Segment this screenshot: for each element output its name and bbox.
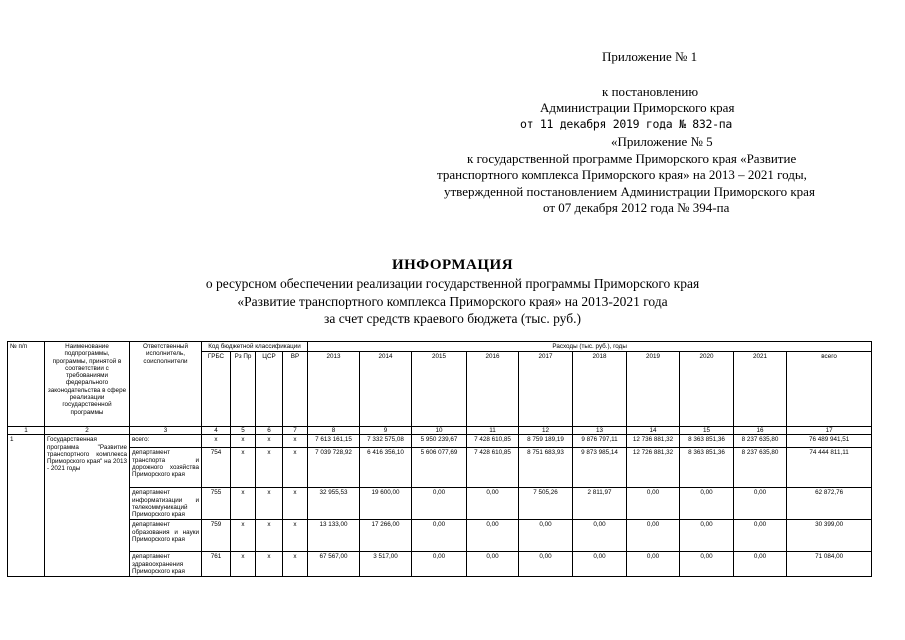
value-cell: 7 505,26 <box>519 488 573 520</box>
value-cell: 5 606 077,69 <box>412 448 467 488</box>
col-index: 11 <box>467 427 519 435</box>
col-head-vr: ВР <box>283 352 308 427</box>
value-cell: 0,00 <box>467 488 519 520</box>
grbs-cell: x <box>202 435 231 448</box>
col-index: 8 <box>308 427 360 435</box>
value-cell: 2 811,97 <box>573 488 627 520</box>
col-index: 5 <box>231 427 256 435</box>
col-head-num: № п/п <box>8 342 45 427</box>
value-cell: 0,00 <box>412 488 467 520</box>
col-index: 9 <box>360 427 412 435</box>
resolution-date-line: от 11 декабря 2019 года № 832-па <box>520 117 732 131</box>
grbs-cell: 755 <box>202 488 231 520</box>
column-index-row <box>8 427 872 435</box>
vr-cell: x <box>283 435 308 448</box>
rzpr-cell: x <box>231 520 256 552</box>
total-cell: 30 399,00 <box>787 520 872 552</box>
value-cell: 0,00 <box>412 552 467 577</box>
table-header-row-1 <box>8 342 872 352</box>
value-cell: 67 567,00 <box>308 552 360 577</box>
value-cell: 7 428 610,85 <box>467 435 519 448</box>
col-index: 7 <box>283 427 308 435</box>
value-cell: 12 736 881,32 <box>627 435 680 448</box>
col-head-year: 2013 <box>308 352 360 427</box>
table-row <box>8 448 872 488</box>
csr-cell: x <box>256 488 283 520</box>
value-cell: 9 873 985,14 <box>573 448 627 488</box>
responsible-cell: департамент образования и науки Приморского края <box>130 520 202 552</box>
value-cell: 0,00 <box>573 552 627 577</box>
grbs-cell: 759 <box>202 520 231 552</box>
responsible-cell: департамент транспорта и дорожного хозяйства Приморского края <box>130 448 202 488</box>
col-index: 17 <box>787 427 872 435</box>
col-head-year: 2014 <box>360 352 412 427</box>
total-cell: 62 872,76 <box>787 488 872 520</box>
value-cell: 8 237 635,80 <box>734 448 787 488</box>
header-line-a: к государственной программе Приморского края «Развитие <box>467 151 797 166</box>
col-head-year: 2019 <box>627 352 680 427</box>
appendix-1-label: Приложение № 1 <box>602 49 698 64</box>
header-line-d: от 07 декабря 2012 года № 394-па <box>543 200 730 215</box>
col-head-rzpr: Рз Пр <box>231 352 256 427</box>
value-cell: 8 237 635,80 <box>734 435 787 448</box>
value-cell: 3 517,00 <box>360 552 412 577</box>
header-line-c: утвержденной постановлением Администрации Приморского края <box>444 184 815 199</box>
value-cell: 7 613 161,15 <box>308 435 360 448</box>
value-cell: 8 363 851,36 <box>680 435 734 448</box>
document-title: ИНФОРМАЦИЯ <box>391 257 514 273</box>
col-index: 3 <box>130 427 202 435</box>
csr-cell: x <box>256 552 283 577</box>
value-cell: 0,00 <box>519 520 573 552</box>
col-head-resp: Ответственный исполнитель, соисполнители <box>130 342 202 427</box>
total-cell: 74 444 811,11 <box>787 448 872 488</box>
value-cell: 0,00 <box>412 520 467 552</box>
rzpr-cell: x <box>231 552 256 577</box>
value-cell: 8 759 189,19 <box>519 435 573 448</box>
value-cell: 7 332 575,08 <box>360 435 412 448</box>
responsible-cell: департамент здравоохранения Приморского края <box>130 552 202 577</box>
total-cell: 76 489 941,51 <box>787 435 872 448</box>
col-head-year: 2018 <box>573 352 627 427</box>
value-cell: 0,00 <box>734 488 787 520</box>
value-cell: 0,00 <box>680 520 734 552</box>
col-index: 16 <box>734 427 787 435</box>
appendix-5-label: «Приложение № 5 <box>611 134 713 149</box>
rzpr-cell: x <box>231 448 256 488</box>
col-index: 1 <box>8 427 45 435</box>
header-line-b: транспортного комплекса Приморского края» на 2013 – 2021 годы, <box>437 167 807 182</box>
col-head-year: 2015 <box>412 352 467 427</box>
col-head-year: 2021 <box>734 352 787 427</box>
program-number: 1 <box>8 435 45 577</box>
value-cell: 0,00 <box>573 520 627 552</box>
value-cell: 0,00 <box>519 552 573 577</box>
value-cell: 13 133,00 <box>308 520 360 552</box>
value-cell: 0,00 <box>734 552 787 577</box>
col-head-total: всего <box>787 352 872 427</box>
table-row <box>8 435 872 448</box>
col-head-year: 2016 <box>467 352 519 427</box>
col-index: 12 <box>519 427 573 435</box>
value-cell: 6 416 356,10 <box>360 448 412 488</box>
to-resolution-label: к постановлению <box>602 84 699 99</box>
rzpr-cell: x <box>231 435 256 448</box>
value-cell: 0,00 <box>627 488 680 520</box>
col-index: 4 <box>202 427 231 435</box>
rzpr-cell: x <box>231 488 256 520</box>
table-row <box>8 520 872 552</box>
col-head-name: Наименование подпрограммы, программы, принятой в соответствии с требованиями федерального законодательства в сфере реализации государственной программы <box>45 342 130 427</box>
value-cell: 0,00 <box>680 552 734 577</box>
responsible-cell: всего: <box>130 435 202 448</box>
value-cell: 7 428 610,85 <box>467 448 519 488</box>
value-cell: 8 751 683,93 <box>519 448 573 488</box>
value-cell: 17 266,00 <box>360 520 412 552</box>
title-line-2: «Развитие транспортного комплекса Приморского края» на 2013-2021 года <box>237 294 668 309</box>
vr-cell: x <box>283 552 308 577</box>
col-index: 15 <box>680 427 734 435</box>
grbs-cell: 761 <box>202 552 231 577</box>
value-cell: 32 955,53 <box>308 488 360 520</box>
value-cell: 0,00 <box>467 520 519 552</box>
vr-cell: x <box>283 520 308 552</box>
csr-cell: x <box>256 448 283 488</box>
title-line-3: за счет средств краевого бюджета (тыс. руб.) <box>324 311 581 326</box>
title-line-1: о ресурсном обеспечении реализации государственной программы Приморского края <box>205 276 700 291</box>
table-row <box>8 552 872 577</box>
value-cell: 0,00 <box>734 520 787 552</box>
col-index: 6 <box>256 427 283 435</box>
administration-label: Администрации Приморского края <box>540 100 735 115</box>
col-index: 13 <box>573 427 627 435</box>
vr-cell: x <box>283 448 308 488</box>
value-cell: 5 950 239,67 <box>412 435 467 448</box>
col-index: 14 <box>627 427 680 435</box>
value-cell: 9 876 797,11 <box>573 435 627 448</box>
vr-cell: x <box>283 488 308 520</box>
value-cell: 19 600,00 <box>360 488 412 520</box>
col-index: 10 <box>412 427 467 435</box>
value-cell: 0,00 <box>680 488 734 520</box>
value-cell: 0,00 <box>467 552 519 577</box>
col-head-expenses: Расходы (тыс. руб.), годы <box>308 342 872 352</box>
col-index: 2 <box>45 427 130 435</box>
csr-cell: x <box>256 520 283 552</box>
value-cell: 7 039 728,92 <box>308 448 360 488</box>
col-head-codes: Код бюджетной классификации <box>202 342 308 352</box>
col-head-grbs: ГРБС <box>202 352 231 427</box>
col-head-year: 2020 <box>680 352 734 427</box>
resource-table <box>7 341 872 577</box>
total-cell: 71 084,00 <box>787 552 872 577</box>
value-cell: 12 726 881,32 <box>627 448 680 488</box>
value-cell: 0,00 <box>627 552 680 577</box>
program-name: Государственная программа "Развитие транспортного комплекса Приморского края" на 2013 - 2021 годы <box>45 435 130 577</box>
value-cell: 8 363 851,36 <box>680 448 734 488</box>
grbs-cell: 754 <box>202 448 231 488</box>
csr-cell: x <box>256 435 283 448</box>
responsible-cell: департамент информатизации и телекоммуникаций Приморского края <box>130 488 202 520</box>
value-cell: 0,00 <box>627 520 680 552</box>
col-head-csr: ЦСР <box>256 352 283 427</box>
col-head-year: 2017 <box>519 352 573 427</box>
table-row <box>8 488 872 520</box>
